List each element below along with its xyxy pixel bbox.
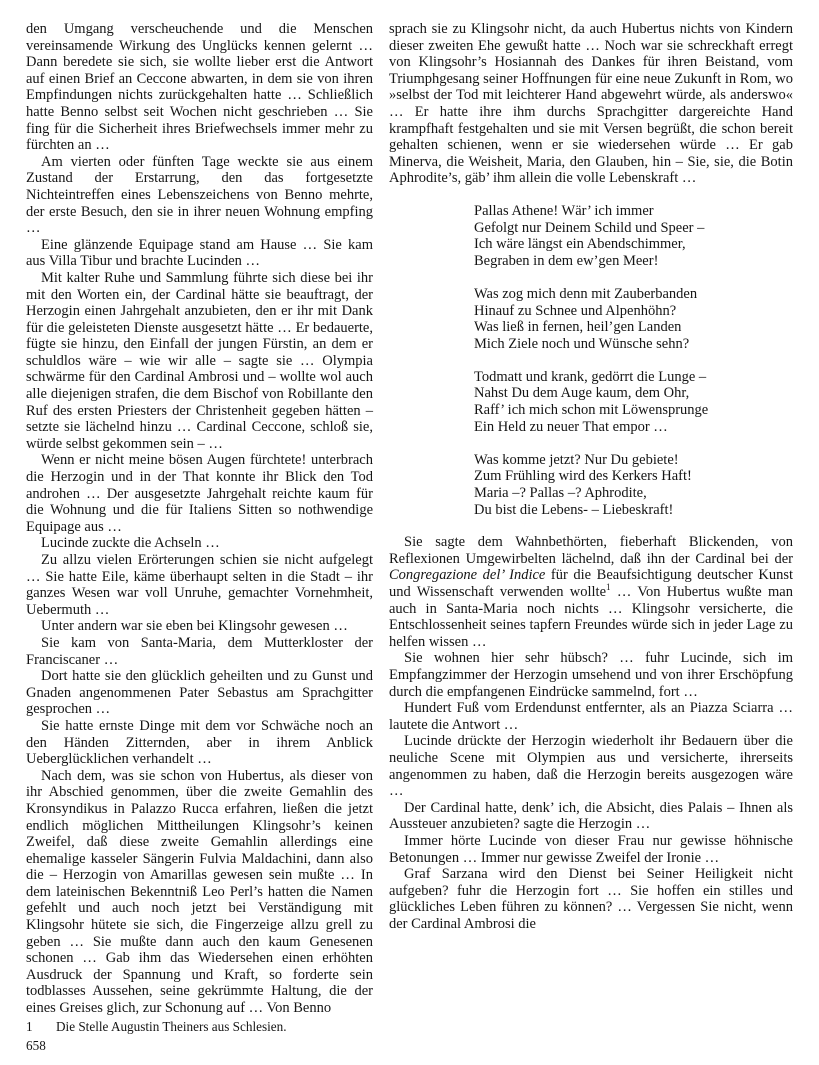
text-segment: Sie kam von Santa-Maria, dem Mutterkloster der Franciscaner … bbox=[26, 634, 373, 668]
text-segment: Der Cardinal hatte, denk’ ich, die Absicht, dies Palais – Ihnen als Aussteuer anzubieten? sagte die Herzogin … bbox=[389, 799, 793, 833]
paragraph bbox=[26, 718, 373, 768]
poem-line: Was ließ in fernen, heil’gen Landen bbox=[474, 319, 682, 336]
poem-line: Pallas Athene! Wär’ ich immer bbox=[474, 202, 654, 219]
poem-line: Ein Held zu neuer That empor … bbox=[474, 418, 668, 435]
text-segment: sprach sie zu Klingsohr nicht, da auch Hubertus nichts von Kindern dieser zweiten Ehe gewußt hatte … Noch war sie schreckhaft erregt von Klingsohr’s Hosiannah des Dankes für ihren Beistand, vom Triumphgesang seiner Hoffnungen für eine neue Zukunft in Rom, wo »selbst der Tod mit leichterer Hand abgewehrt würde, als anderswo« … Er hatte ihre ihm durchs Sprachgitter dargereichte Hand krampfhaft festgehalten und sie mit Versen begrüßt, die schon bereit gehalten schienen, wenn er sie wiedersehen würde … Er gab Minerva, die Weisheit, Maria, den Glauben, hin – Sie, sie, die Botin Aphrodite’s, gäb’ ihm allein die volle Lebenskraft … bbox=[389, 21, 793, 187]
poem-line: Hinauf zu Schnee und Alpenhöhn? bbox=[474, 302, 677, 319]
poem-line: Todmatt und krank, gedörrt die Lunge – bbox=[474, 368, 707, 385]
text-segment: Lucinde drückte der Herzogin wiederholt ihr Bedauern über die neuliche Scene mit Olympien aus und versicherte, ihrerseits angenommen zu haben, daß die Herzogin bereits ausgezogen wäre … bbox=[389, 733, 793, 800]
paragraph bbox=[389, 534, 793, 650]
text-segment: Congregazione del’ Indice bbox=[389, 567, 546, 584]
text-segment: Dort hatte sie den glücklich geheilten und zu Gunst und Gnaden angenommenen Pater Sebastus am Sprachgitter gesprochen … bbox=[26, 668, 373, 718]
footnote-text: Die Stelle Augustin Theiners aus Schlesien. bbox=[56, 1019, 287, 1034]
text-segment: Unter andern war sie eben bei Klingsohr gewesen … bbox=[41, 618, 348, 635]
poem-line: Was zog mich denn mit Zauberbanden bbox=[474, 285, 698, 302]
poem-line: Maria –? Pallas –? Aphrodite, bbox=[474, 485, 647, 502]
text-segment: Mit kalter Ruhe und Sammlung führte sich diese bei ihr mit den Worten ein, der Cardinal hätte sie beauftragt, der Herzogin einen Jahrgehalt anzubieten, den er ihr mit Dank für die geleisteten Dienste ausgesetzt hätte … Er bedauerte, fügte sie hinzu, den Einfall der jungen Fürstin, an dem er schuldlos wäre – wie wir alle – sagte sie … Olympia schwärme für den Cardinal Ambrosi und – wollte wol auch alle diejenigen strafen, die dem Bischof von Robillante den Ruf des ersten Priesters der Christenheit gegeben hätten – setzte sie lächelnd hinzu … Cardinal Ceccone, schloß sie, würde selbst gekommen sein – … bbox=[26, 269, 373, 452]
text-segment: Eine glänzende Equipage stand am Hause … Sie kam aus Villa Tibur und brachte Lucinden … bbox=[26, 236, 373, 270]
text-segment: Am vierten oder fünften Tage weckte sie aus einem Zustand der Erstarrung, den das fortgesetzte Nichteintreffen eines Lebenszeichens von Benno mehrte, der erste Besuch, den sie in ihrer neuen Wohnung empfing … bbox=[26, 153, 373, 237]
right-column bbox=[389, 21, 793, 1017]
poem bbox=[389, 203, 793, 518]
left-column bbox=[26, 21, 373, 1017]
poem-line: Du bist die Lebens- – Liebeskraft! bbox=[474, 501, 674, 518]
paragraph bbox=[26, 154, 373, 237]
text-segment: Hundert Fuß vom Erdendunst entfernter, als an Piazza Sciarra … lautete die Antwort … bbox=[389, 700, 793, 733]
paragraph bbox=[389, 833, 793, 866]
footnote-marker: 1 bbox=[26, 1019, 33, 1034]
paragraph bbox=[26, 552, 373, 618]
paragraph bbox=[26, 21, 373, 154]
poem-stanza bbox=[474, 286, 793, 352]
paragraph bbox=[26, 635, 373, 668]
text-segment: Lucinde zuckte die Achseln … bbox=[41, 535, 220, 552]
paragraph bbox=[26, 668, 373, 718]
paragraph bbox=[26, 452, 373, 535]
paragraph bbox=[389, 700, 793, 733]
poem-line: Nahst Du dem Auge kaum, dem Ohr, bbox=[474, 385, 690, 402]
paragraph bbox=[26, 768, 373, 1017]
text-columns bbox=[26, 21, 793, 1017]
page-number: 658 bbox=[26, 1038, 46, 1053]
text-segment: Graf Sarzana wird den Dienst bei Seiner Heiligkeit nicht aufgeben? fuhr die Herzogin fort … Sie hoffen ein stilles und glückliches Leben führen zu können? … Vergessen Sie nicht, wenn der Cardinal Ambrosi die bbox=[389, 866, 793, 932]
footnote bbox=[26, 1019, 386, 1035]
poem-line: Zum Frühling wird des Kerkers Haft! bbox=[474, 468, 692, 485]
poem-line: Raff’ ich mich schon mit Löwensprunge bbox=[474, 402, 709, 419]
poem-stanza bbox=[474, 203, 793, 269]
text-segment: Sie hatte ernste Dinge mit dem vor Schwäche noch an den Händen Zitternden, aber in ihrem Anblick Ueberglücklichen verhandelt … bbox=[26, 717, 373, 768]
poem-line: Begraben in dem ew’gen Meer! bbox=[474, 252, 659, 269]
poem-line: Mich Ziele noch und Wünsche sehn? bbox=[474, 335, 690, 352]
paragraph bbox=[26, 270, 373, 453]
footnote-reference: 1 bbox=[606, 582, 611, 593]
paragraph bbox=[26, 237, 373, 270]
text-segment: für die Beaufsichtigung deutscher Kunst und Wissenschaft verwenden wollte bbox=[389, 567, 794, 600]
text-segment: Wenn er nicht meine bösen Augen fürchtete! unterbrach die Herzogin und in der That konnte ihr Blick den Tod androhen … Der ausgesetzte Jahrgehalt reichte kaum für die Wohnung und die für Italiens Sitten so nothwendige Equipage aus … bbox=[26, 452, 373, 535]
text-segment: Zu allzu vielen Erörterungen schien sie nicht aufgelegt … Sie hatte Eile, käme überhaupt selten in die Stadt – ihr ganzes Wesen war voll Unruhe, gemachter Vornehmheit, Uebermuth … bbox=[26, 552, 373, 618]
text-segment: Immer hörte Lucinde von dieser Frau nur gewisse höhnische Betonungen … Immer nur gewisse Zweifel der Ironie … bbox=[389, 832, 793, 866]
paragraph bbox=[26, 618, 373, 635]
text-segment: Sie sagte dem Wahnbethörten, fieberhaft Blickenden, von Reflexionen Umgewirbelten lächelnd, daß ihn der Cardinal bei der bbox=[389, 534, 793, 567]
poem-line: Gefolgt nur Deinem Schild und Speer – bbox=[474, 219, 705, 236]
paragraph bbox=[389, 733, 793, 799]
paragraph bbox=[389, 800, 793, 833]
paragraph bbox=[26, 535, 373, 552]
paragraph bbox=[389, 650, 793, 700]
poem-line: Ich wäre längst ein Abendschimmer, bbox=[474, 236, 686, 253]
text-segment: Sie wohnen hier sehr hübsch? … fuhr Lucinde, sich im Empfangzimmer der Herzogin umsehend und von ihrer Erschöpfung durch die empfangenen Eindrücke sammelnd, fort … bbox=[389, 650, 793, 700]
paragraph bbox=[389, 866, 793, 932]
text-segment: Nach dem, was sie schon von Hubertus, als dieser von ihr Abschied genommen, über die zweite Gemahlin des Kronsyndikus in Palazzo Rucca erfahren, ließen die jetzt endlich möglichen Mittheilungen Klingsohr’s keinen Zweifel, daß diese zweite Gemahlin allerdings eine ehemalige kasseler Sängerin Fulvia Maldachini, dann also die – Herzogin von Amarillas gewesen sein mußte … In dem lateinischen Bekenntniß Leo Perl’s hatten die Namen gefehlt und auch noch jetzt bei Verständigung mit Klingsohr hütete sie sich, die Fingerzeige allzu grell zu geben … Sie mußte dann auch den kaum Genesenen schonen … Gab ihm das Wiedersehen einen erhöhten Ausdruck der Spannung und Kraft, so forderte sein todblasses Aussehen, seine gekrümmte Haltung, die der eines Greises glich, zur Schonung auf … Von Benno bbox=[26, 767, 373, 1017]
poem-stanza bbox=[474, 369, 793, 435]
poem-line: Was komme jetzt? Nur Du gebiete! bbox=[474, 451, 679, 468]
text-segment: … Von Hubertus wußte man auch in Santa-Maria noch nichts … Klingsohr versicherte, die Entschlossenheit seines tapfern Freundes würde sich in jeder Lage zu helfen wissen … bbox=[389, 584, 793, 650]
poem-stanza bbox=[474, 452, 793, 518]
text-segment: den Umgang verscheuchende und die Menschen vereinsamende Wirkung des Unglücks kennen gelernt … Dann beredete sie sich, sie wollte lieber erst die Antwort auf einen Brief an Ceccone abwarten, in dem sie von ihren Empfindungen nichts zurückgehalten hatte … Schließlich hatte Benno selbst seit Wochen nicht geschrieben … Sie fing für die Sicherheit ihres Briefwechsels immer mehr zu fürchten an … bbox=[26, 21, 373, 154]
paragraph bbox=[389, 21, 793, 187]
